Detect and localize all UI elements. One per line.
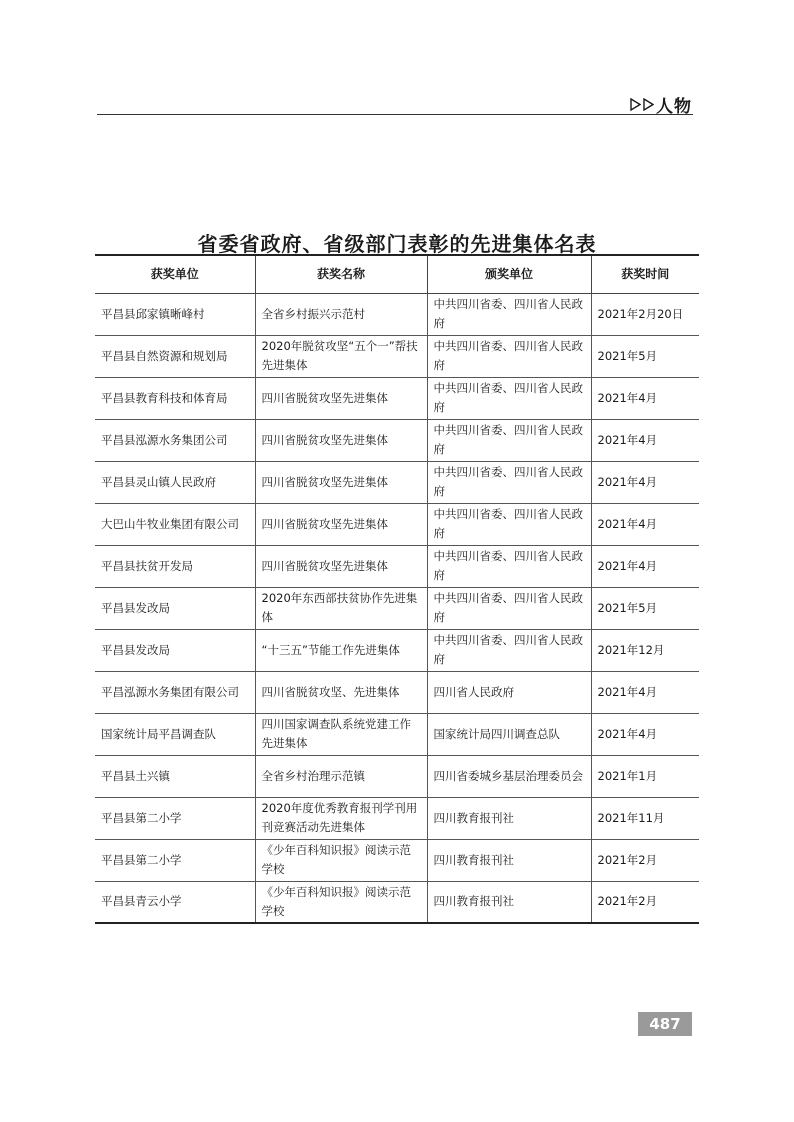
table-row xyxy=(95,671,699,713)
table-row xyxy=(95,713,699,755)
cell-award-unit: 平昌县邱家镇晰峰村 xyxy=(95,293,255,335)
page-number: 487 xyxy=(638,1012,692,1036)
cell-award-unit: 平昌县自然资源和规划局 xyxy=(95,335,255,377)
cell-award-name: 2020年东西部扶贫协作先进集体 xyxy=(255,587,427,629)
table-row xyxy=(95,503,699,545)
cell-awarding-body: 国家统计局四川调查总队 xyxy=(427,713,591,755)
cell-awarding-body: 中共四川省委、四川省人民政府 xyxy=(427,293,591,335)
table-row xyxy=(95,545,699,587)
cell-award-unit: 平昌县青云小学 xyxy=(95,881,255,923)
cell-award-name: 2020年脱贫攻坚“五个一”帮扶先进集体 xyxy=(255,335,427,377)
cell-awarding-body: 四川教育报刊社 xyxy=(427,839,591,881)
table-row xyxy=(95,335,699,377)
cell-award-unit: 平昌县第二小学 xyxy=(95,839,255,881)
cell-awarding-body: 中共四川省委、四川省人民政府 xyxy=(427,461,591,503)
cell-award-date: 2021年4月 xyxy=(591,419,699,461)
table-title: 省委省政府、省级部门表彰的先进集体名表 xyxy=(197,232,597,256)
cell-awarding-body: 四川教育报刊社 xyxy=(427,881,591,923)
cell-award-date: 2021年5月 xyxy=(591,335,699,377)
cell-award-date: 2021年12月 xyxy=(591,629,699,671)
section-tag-label: 人物 xyxy=(656,97,692,117)
cell-awarding-body: 中共四川省委、四川省人民政府 xyxy=(427,629,591,671)
cell-award-unit: 平昌县灵山镇人民政府 xyxy=(95,461,255,503)
cell-awarding-body: 四川省委城乡基层治理委员会 xyxy=(427,755,591,797)
cell-award-unit: 平昌县教育科技和体育局 xyxy=(95,377,255,419)
cell-award-date: 2021年2月20日 xyxy=(591,293,699,335)
cell-award-unit: 平昌县土兴镇 xyxy=(95,755,255,797)
table-header-row xyxy=(95,255,699,293)
cell-awarding-body: 中共四川省委、四川省人民政府 xyxy=(427,335,591,377)
cell-awarding-body: 中共四川省委、四川省人民政府 xyxy=(427,545,591,587)
cell-award-date: 2021年2月 xyxy=(591,881,699,923)
cell-award-date: 2021年4月 xyxy=(591,461,699,503)
table-row xyxy=(95,419,699,461)
cell-awarding-body: 四川教育报刊社 xyxy=(427,797,591,839)
honors-table xyxy=(95,254,699,924)
cell-award-date: 2021年5月 xyxy=(591,587,699,629)
cell-award-name: 《少年百科知识报》阅读示范学校 xyxy=(255,881,427,923)
cell-award-unit: 平昌县发改局 xyxy=(95,587,255,629)
cell-award-name: 四川省脱贫攻坚先进集体 xyxy=(255,419,427,461)
section-tag xyxy=(630,92,692,117)
cell-award-name: 四川省脱贫攻坚先进集体 xyxy=(255,461,427,503)
table-row xyxy=(95,377,699,419)
header-award-unit: 获奖单位 xyxy=(95,255,255,293)
cell-award-name: 全省乡村治理示范镇 xyxy=(255,755,427,797)
header-award-name: 获奖名称 xyxy=(255,255,427,293)
cell-award-date: 2021年4月 xyxy=(591,503,699,545)
cell-award-name: 四川省脱贫攻坚先进集体 xyxy=(255,377,427,419)
cell-award-unit: 平昌县第二小学 xyxy=(95,797,255,839)
cell-awarding-body: 四川省人民政府 xyxy=(427,671,591,713)
cell-award-date: 2021年11月 xyxy=(591,797,699,839)
cell-award-name: 四川省脱贫攻坚、先进集体 xyxy=(255,671,427,713)
cell-awarding-body: 中共四川省委、四川省人民政府 xyxy=(427,377,591,419)
cell-award-unit: 平昌县泓源水务集团公司 xyxy=(95,419,255,461)
cell-award-unit: 国家统计局平昌调查队 xyxy=(95,713,255,755)
cell-award-date: 2021年4月 xyxy=(591,671,699,713)
cell-awarding-body: 中共四川省委、四川省人民政府 xyxy=(427,419,591,461)
table-row xyxy=(95,293,699,335)
cell-award-unit: 平昌县发改局 xyxy=(95,629,255,671)
cell-award-unit: 平昌泓源水务集团有限公司 xyxy=(95,671,255,713)
cell-award-name: 四川省脱贫攻坚先进集体 xyxy=(255,503,427,545)
cell-award-name: 四川国家调查队系统党建工作先进集体 xyxy=(255,713,427,755)
cell-award-unit: 大巴山牛牧业集团有限公司 xyxy=(95,503,255,545)
cell-award-unit: 平昌县扶贫开发局 xyxy=(95,545,255,587)
header-awarding-body: 颁奖单位 xyxy=(427,255,591,293)
header-rule xyxy=(97,114,693,115)
cell-awarding-body: 中共四川省委、四川省人民政府 xyxy=(427,503,591,545)
table-row xyxy=(95,881,699,923)
double-triangle-icon xyxy=(630,98,654,111)
table-row xyxy=(95,587,699,629)
cell-award-date: 2021年4月 xyxy=(591,713,699,755)
cell-award-name: 2020年度优秀教育报刊学刊用刊竞赛活动先进集体 xyxy=(255,797,427,839)
cell-award-name: 《少年百科知识报》阅读示范学校 xyxy=(255,839,427,881)
table-row xyxy=(95,839,699,881)
cell-award-date: 2021年4月 xyxy=(591,545,699,587)
cell-awarding-body: 中共四川省委、四川省人民政府 xyxy=(427,587,591,629)
cell-award-name: 四川省脱贫攻坚先进集体 xyxy=(255,545,427,587)
cell-award-date: 2021年2月 xyxy=(591,839,699,881)
cell-award-name: 全省乡村振兴示范村 xyxy=(255,293,427,335)
cell-award-date: 2021年1月 xyxy=(591,755,699,797)
cell-award-name: “十三五”节能工作先进集体 xyxy=(255,629,427,671)
table-row xyxy=(95,755,699,797)
table-row xyxy=(95,461,699,503)
table-row xyxy=(95,797,699,839)
header-award-date: 获奖时间 xyxy=(591,255,699,293)
table-row xyxy=(95,629,699,671)
cell-award-date: 2021年4月 xyxy=(591,377,699,419)
